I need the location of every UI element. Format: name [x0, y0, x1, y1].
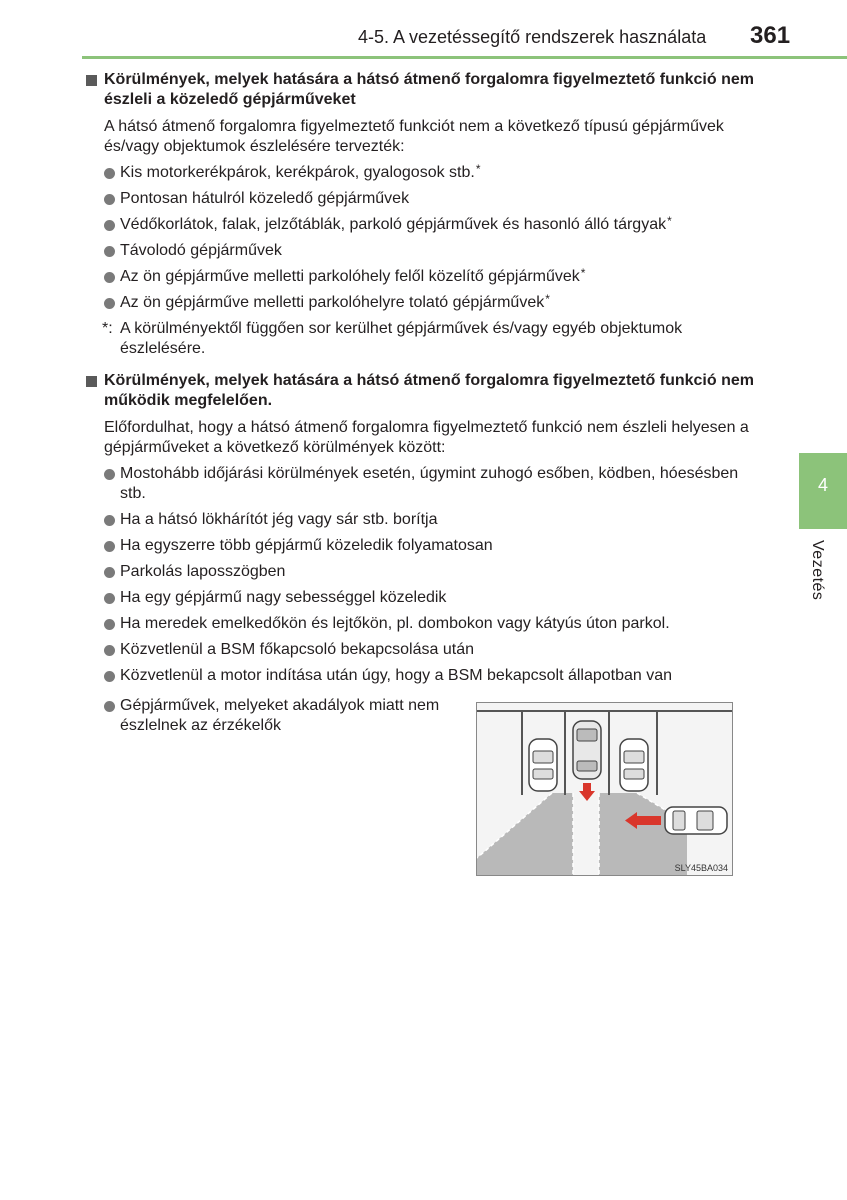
- footnote-marker: *: [475, 162, 481, 176]
- list-item: [84, 189, 764, 209]
- section-heading-text: Körülmények, melyek hatására a hátsó átmenő forgalomra figyelmeztető funkció nem működik megfelelően.: [104, 372, 754, 409]
- round-bullet-icon: [104, 619, 115, 630]
- list-item-text: Távolodó gépjárművek: [120, 242, 282, 259]
- list-item: [84, 510, 764, 530]
- approaching-car: [665, 807, 727, 834]
- list-item: [84, 666, 764, 686]
- list-item-text: Ha egy gépjármű nagy sebességgel közeledik: [120, 589, 447, 606]
- chapter-tab: [799, 453, 847, 529]
- list-item: [84, 215, 764, 235]
- list-item-text: Közvetlenül a motor indítása után úgy, hogy a BSM bekapcsolt állapotban van: [120, 667, 673, 684]
- page-number: 361: [750, 22, 791, 49]
- list-item-text: Ha meredek emelkedőkön és lejtőkön, pl. dombokon vagy kátyús úton parkol.: [120, 615, 670, 632]
- section-heading: [84, 371, 764, 411]
- section-intro: Előfordulhat, hogy a hátsó átmenő forgalomra figyelmeztető funkció nem észleli helyesen a gépjárműveket a következő körülmények között:: [104, 419, 749, 456]
- footnote-marker: *: [580, 266, 586, 280]
- list-item: [84, 562, 764, 582]
- running-header: 4-5. A vezetéssegítő rendszerek használata: [358, 27, 707, 47]
- chapter-label: Vezetés: [809, 540, 826, 601]
- list-item: [84, 588, 764, 608]
- round-bullet-icon: [104, 541, 115, 552]
- round-bullet-icon: [104, 469, 115, 480]
- list-item-text: Az ön gépjárműve melletti parkolóhely felől közelítő gépjárművek: [120, 268, 580, 285]
- section-intro: A hátsó átmenő forgalomra figyelmeztető funkciót nem a következő típusú gépjárművek és/vagy objektumok észlelésére tervezték:: [104, 118, 724, 155]
- main-content: [84, 70, 764, 736]
- round-bullet-icon: [104, 194, 115, 205]
- list-item-text: Védőkorlátok, falak, jelzőtáblák, parkoló gépjárművek és hasonló álló tárgyak: [120, 216, 667, 233]
- figure-code: SLY45BA034: [674, 863, 728, 873]
- header-rule: [82, 56, 847, 59]
- list-item: [84, 696, 460, 736]
- footnote-marker: *: [545, 292, 550, 306]
- list-item: [84, 536, 764, 556]
- list-item-text: Parkolás laposszögben: [120, 563, 286, 580]
- list-item: [84, 267, 764, 287]
- list-item: [84, 241, 764, 261]
- list-item: [84, 640, 764, 660]
- parking-diagram: [477, 703, 732, 875]
- round-bullet-icon: [104, 645, 115, 656]
- round-bullet-icon: [104, 168, 115, 179]
- list-item: [84, 614, 764, 634]
- parked-car-left: [529, 739, 557, 791]
- round-bullet-icon: [104, 515, 115, 526]
- round-bullet-icon: [104, 567, 115, 578]
- list-item-text: Az ön gépjárműve melletti parkolóhelyre tolató gépjárművek: [120, 294, 545, 311]
- list-item: [84, 163, 764, 183]
- round-bullet-icon: [104, 220, 115, 231]
- footnote-mark: *:: [102, 320, 113, 337]
- footnote-marker: *: [667, 214, 672, 228]
- parked-car-right: [620, 739, 648, 791]
- list-item-text: Gépjárművek, melyeket akadályok miatt nem észlelnek az érzékelők: [120, 697, 440, 734]
- list-item: [84, 293, 764, 313]
- round-bullet-icon: [104, 272, 115, 283]
- list-item-text: Közvetlenül a BSM főkapcsoló bekapcsolása után: [120, 641, 474, 658]
- list-item: [84, 464, 764, 504]
- square-bullet-icon: [86, 75, 97, 86]
- footnote: [84, 319, 764, 359]
- square-bullet-icon: [86, 376, 97, 387]
- round-bullet-icon: [104, 671, 115, 682]
- section-heading: [84, 70, 764, 110]
- illustration-parking-obstruction: [476, 702, 733, 876]
- round-bullet-icon: [104, 298, 115, 309]
- list-item-text: Ha egyszerre több gépjármű közeledik folyamatosan: [120, 537, 493, 554]
- list-item-text: Mostohább időjárási körülmények esetén, úgymint zuhogó esőben, ködben, hóesésben stb.: [120, 465, 739, 502]
- round-bullet-icon: [104, 593, 115, 604]
- chapter-number: 4: [817, 475, 828, 495]
- round-bullet-icon: [104, 246, 115, 257]
- list-item-text: Kis motorkerékpárok, kerékpárok, gyalogosok stb.: [120, 164, 475, 181]
- list-item-text: Ha a hátsó lökhárítót jég vagy sár stb. borítja: [120, 511, 438, 528]
- own-car: [573, 721, 601, 779]
- list-item-text: Pontosan hátulról közeledő gépjárművek: [120, 190, 410, 207]
- round-bullet-icon: [104, 701, 115, 712]
- section-heading-text: Körülmények, melyek hatására a hátsó átmenő forgalomra figyelmeztető funkció nem észleli a közeledő gépjárműveket: [104, 71, 754, 108]
- footnote-text: A körülményektől függően sor kerülhet gépjárművek és/vagy egyéb objektumok észlelésére.: [120, 320, 683, 357]
